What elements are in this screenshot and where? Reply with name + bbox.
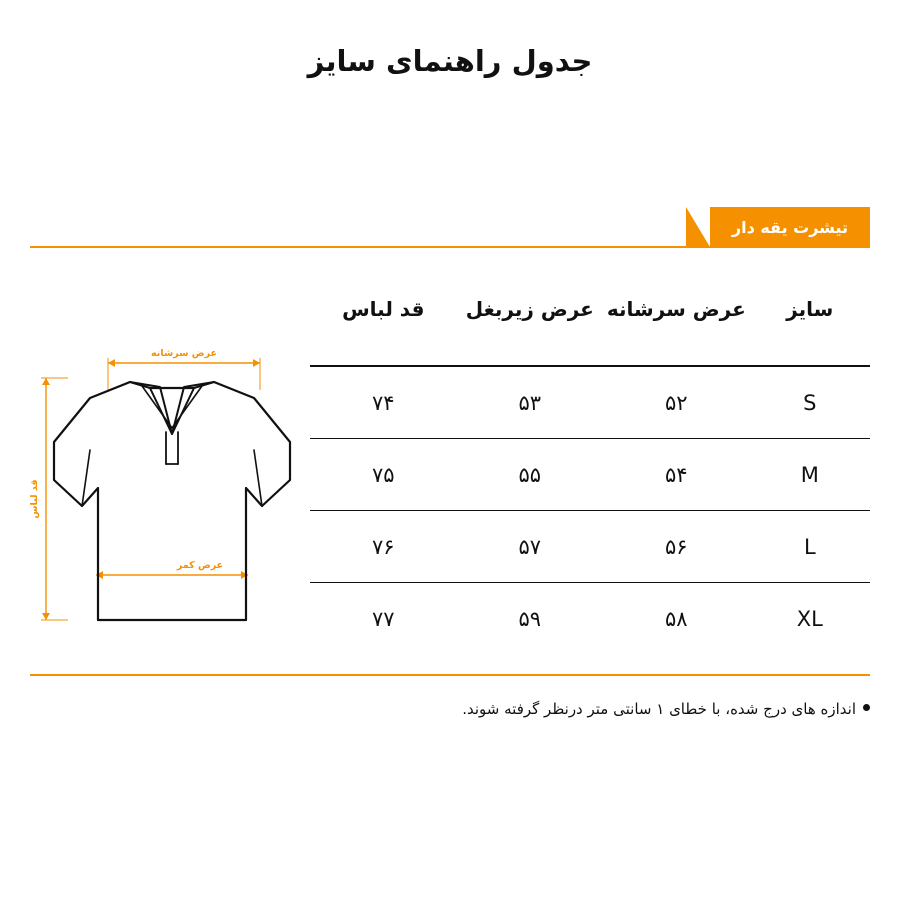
bullet-icon xyxy=(863,704,870,711)
table-header-row xyxy=(310,285,870,366)
cell-shoulder: ۵۶ xyxy=(665,534,688,559)
cell-shoulder: ۵۴ xyxy=(665,462,688,487)
banner-notch-shape xyxy=(686,207,710,247)
cell-chest: ۵۹ xyxy=(518,606,542,631)
cell-length: ۷۴ xyxy=(371,390,395,415)
table-row xyxy=(310,439,870,511)
length-measure-label: قد لباس xyxy=(29,479,40,519)
cell-length: ۷۶ xyxy=(371,534,395,559)
size-guide-table xyxy=(310,285,870,654)
footer-divider-line xyxy=(30,674,870,676)
cell-chest: ۵۳ xyxy=(518,390,542,415)
table-head xyxy=(310,285,870,366)
cell-length: ۷۵ xyxy=(371,462,395,487)
table-row xyxy=(310,366,870,439)
cell-size: M xyxy=(800,462,819,487)
header-shoulder: عرض سرشانه xyxy=(606,297,746,321)
category-tab xyxy=(710,207,870,247)
shoulder-measure-arrow xyxy=(108,358,260,390)
length-measure-arrow xyxy=(41,378,68,620)
cell-chest: ۵۵ xyxy=(518,462,542,487)
cell-length: ۷۷ xyxy=(371,606,395,631)
header-chest: عرض زیربغل xyxy=(465,297,594,321)
page-title: جدول راهنمای سایز xyxy=(307,44,593,78)
waist-measure-arrow xyxy=(96,571,248,579)
category-tab-label: تیشرت یقه دار xyxy=(731,217,848,237)
footer-note-text: اندازه های درج شده، با خطای ۱ سانتی متر درنظر گرفته شوند. xyxy=(462,700,856,718)
waist-measure-label: عرض کمر xyxy=(176,560,224,571)
footer-note xyxy=(30,696,870,723)
table-row xyxy=(310,511,870,583)
cell-shoulder: ۵۸ xyxy=(665,606,688,631)
table-body xyxy=(310,366,870,654)
shoulder-measure-label: عرض سرشانه xyxy=(151,348,217,359)
table-row xyxy=(310,583,870,655)
cell-chest: ۵۷ xyxy=(518,534,542,559)
cell-size: L xyxy=(803,534,816,559)
category-banner xyxy=(0,207,900,255)
cell-size: S xyxy=(803,390,817,415)
polo-shirt-illustration xyxy=(54,382,290,620)
header-size: سایز xyxy=(786,297,834,321)
cell-shoulder: ۵۲ xyxy=(665,390,688,415)
garment-diagram xyxy=(20,330,320,660)
cell-size: XL xyxy=(796,606,823,631)
header-length: قد لباس xyxy=(342,297,425,321)
